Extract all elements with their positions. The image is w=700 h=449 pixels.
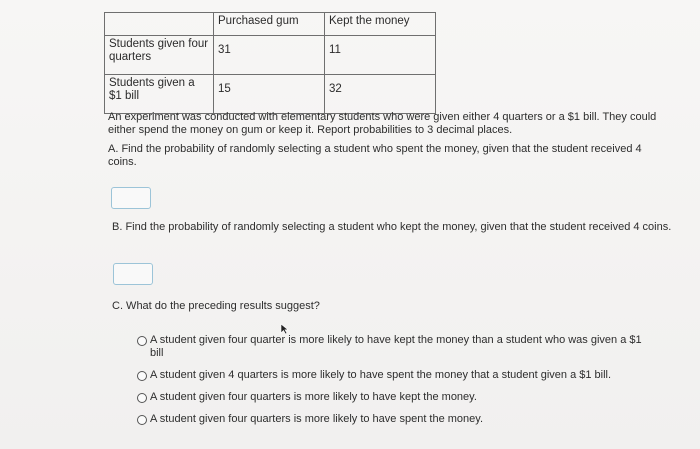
answer-b-input[interactable]	[113, 263, 153, 285]
table-header-row	[105, 13, 436, 36]
cell-value: 11	[325, 36, 436, 75]
option-label: A student given 4 quarters is more likely to have spent the money that a student given a $1 bill.	[150, 369, 612, 381]
option-label: A student given four quarters is more likely to have spent the money.	[150, 413, 484, 425]
answer-a-input[interactable]	[111, 187, 151, 209]
option-2[interactable]	[137, 369, 657, 382]
radio-icon[interactable]	[137, 371, 147, 381]
question-a: A. Find the probability of randomly selecting a student who spent the money, given that the student received 4 coins.	[108, 143, 642, 168]
radio-icon[interactable]	[137, 415, 147, 425]
cell-value: 31	[214, 36, 325, 75]
table-row	[105, 36, 436, 75]
table-header-cell: Kept the money	[325, 13, 436, 36]
question-b: B. Find the probability of randomly selecting a student who kept the money, given that the student received 4 coins.	[112, 221, 672, 233]
question-c: C. What do the preceding results suggest?	[112, 300, 320, 312]
cell-value: 15	[214, 75, 325, 114]
option-label: A student given four quarters is more likely to have kept the money.	[150, 391, 477, 403]
table-row	[105, 75, 436, 114]
radio-icon[interactable]	[137, 336, 147, 346]
radio-icon[interactable]	[137, 393, 147, 403]
table-header-cell: Purchased gum	[214, 13, 325, 36]
row-label: Students given a $1 bill	[105, 75, 214, 114]
cell-value: 32	[325, 75, 436, 114]
option-label: A student given four quarter is more likely to have kept the money than a student who was given a $1 bill	[150, 334, 642, 359]
option-3[interactable]	[137, 391, 657, 404]
option-4[interactable]	[137, 413, 657, 426]
problem-intro: An experiment was conducted with elementary students who were given either 4 quarters or a $1 bill. They could either spend the money on gum or keep it. Report probabilities to 3 decimal places.	[108, 111, 657, 136]
row-label: Students given four quarters	[105, 36, 214, 75]
option-1[interactable]	[137, 334, 657, 360]
data-table	[104, 12, 436, 114]
table-header-cell	[105, 13, 214, 36]
